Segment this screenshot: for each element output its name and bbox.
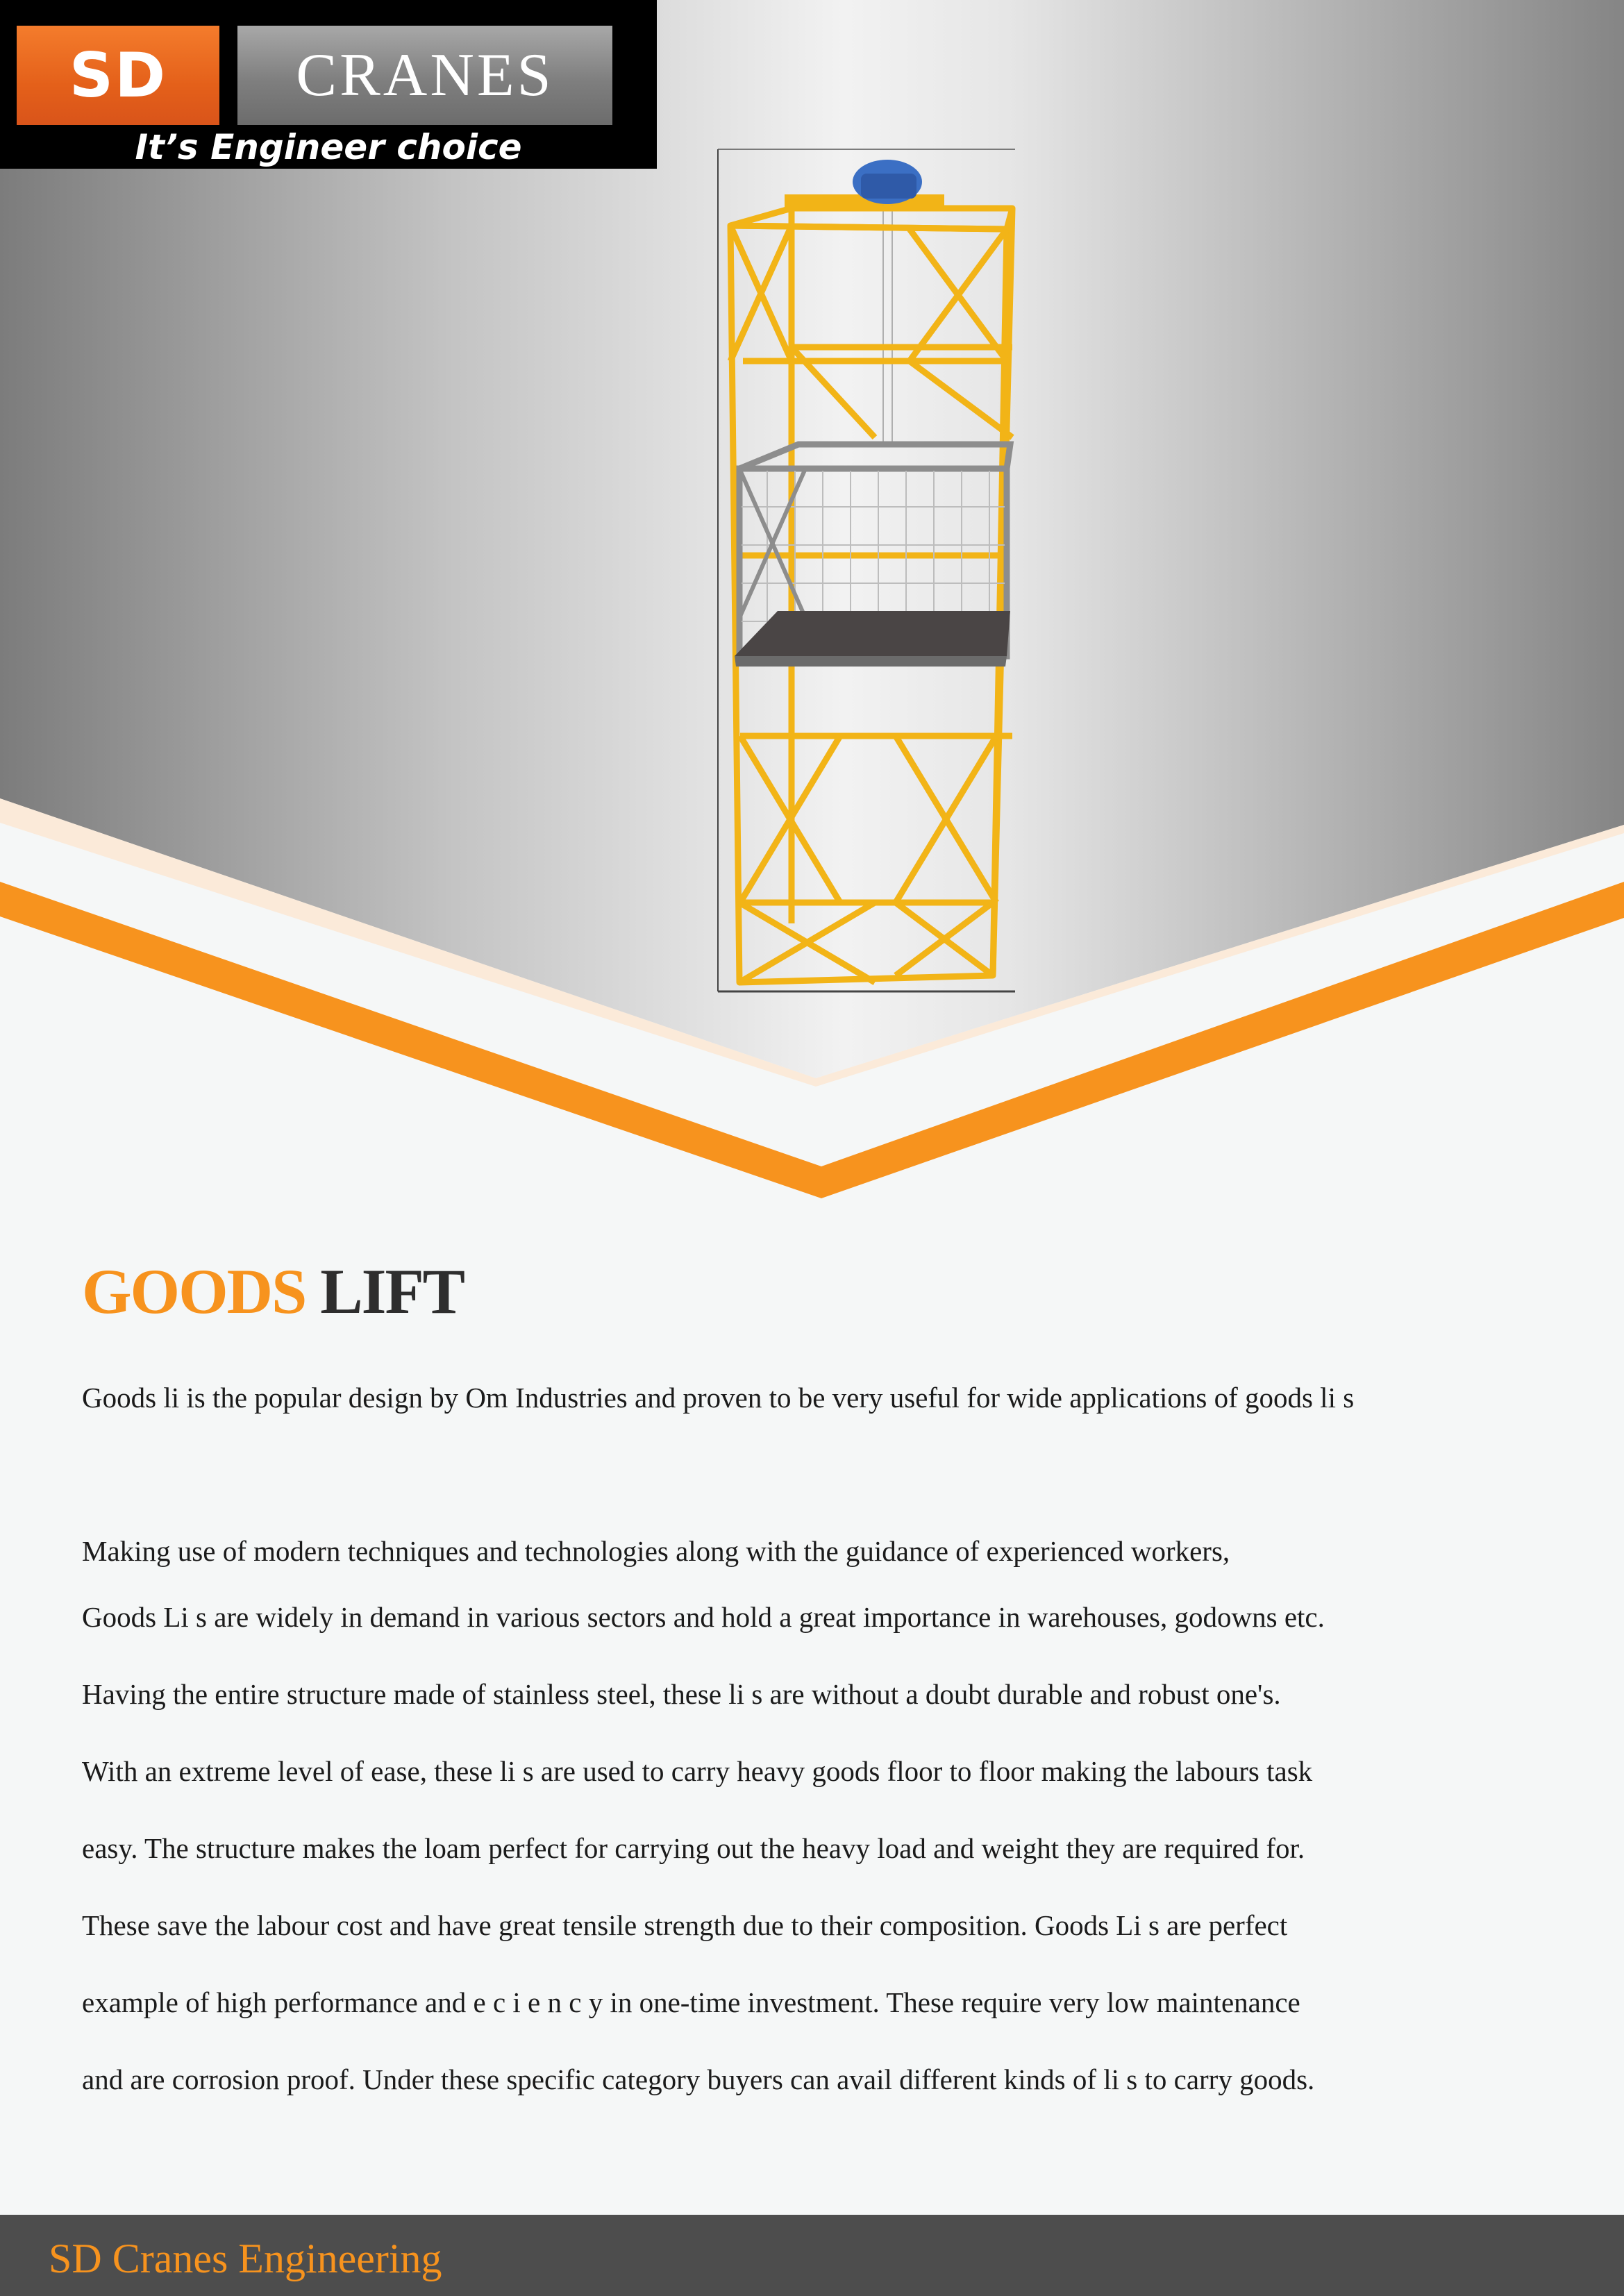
footer-company-name: SD Cranes Engineering — [49, 2236, 442, 2281]
brand-logo — [0, 0, 657, 169]
body-line: These save the labour cost and have great tensile strength due to their composition. Goods Li s are perfect — [82, 1909, 1288, 1941]
intro-paragraph: Goods li is the popular design by Om Industries and proven to be very useful for wide applications of goods li s — [82, 1382, 1355, 1414]
body-line: example of high performance and e c i e n c y in one-time investment. These require very low maintenance — [82, 1986, 1300, 2018]
title-lift: LIFT — [320, 1256, 464, 1327]
logo-cranes-wordmark: CRANES — [237, 26, 612, 125]
body-line: and are corrosion proof. Under these specific category buyers can avail different kinds of li s to carry goods. — [82, 2063, 1315, 2095]
body-line: Making use of modern techniques and technologies along with the guidance of experienced workers, — [82, 1535, 1230, 1567]
body-line: Goods Li s are widely in demand in various sectors and hold a great importance in warehouses, godowns etc. — [82, 1601, 1325, 1633]
goods-lift-illustration — [701, 139, 1021, 1000]
title-goods: GOODS — [82, 1256, 306, 1327]
page-title — [82, 1250, 464, 1333]
logo-tagline: It’s Engineer choice — [135, 127, 522, 167]
logo-sd-mark: SD — [17, 26, 219, 125]
body-line: With an extreme level of ease, these li s are used to carry heavy goods floor to floor making the labours task — [82, 1755, 1313, 1787]
body-line: easy. The structure makes the loam perfect for carrying out the heavy load and weight they are required for. — [82, 1832, 1305, 1864]
body-line: Having the entire structure made of stainless steel, these li s are without a doubt durable and robust one's. — [82, 1678, 1281, 1710]
